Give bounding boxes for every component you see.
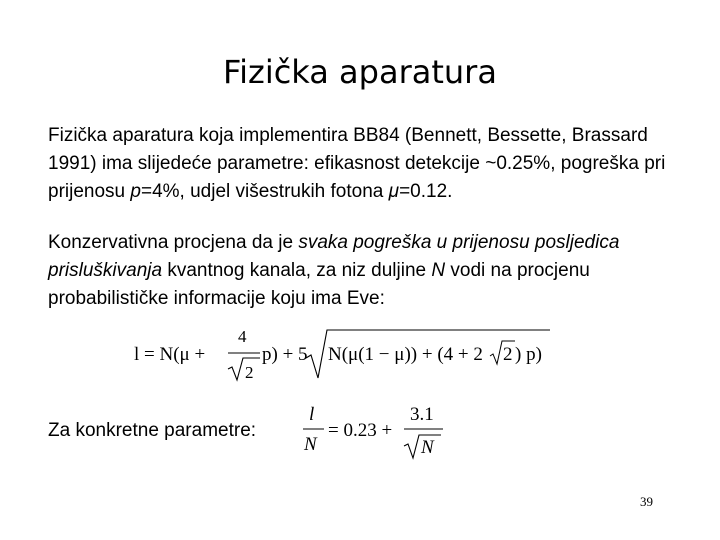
formula1-radicand-b: ) p) (515, 344, 542, 365)
formula1-inner-sqrt: 2 (503, 344, 513, 365)
formula1-frac-den: 2 (245, 363, 254, 382)
formula2-frac2-num: 3.1 (410, 404, 434, 425)
paragraph-estimate (48, 229, 688, 313)
mu-symbol: μ (388, 181, 400, 202)
page-number: 39 (640, 494, 653, 509)
formula1-radicand-a: N(μ(1 − μ)) + (4 + 2 (328, 344, 483, 365)
formula1-lhs: l = N(μ + (134, 344, 206, 365)
params-label: Za konkretne parametre: (48, 420, 257, 441)
n-symbol: N (431, 260, 446, 281)
formula2-mid: = 0.23 + (328, 420, 393, 441)
paragraph-estimate-text-2: kvantnog kanala, za niz duljine (162, 260, 432, 281)
paragraph-estimate-emphasis: svaka pogreška u prijenosu posljedica prisluškivanja (48, 232, 620, 281)
eve-information-formula (132, 322, 556, 384)
p-symbol: p (130, 181, 141, 202)
paragraph-estimate-text-1: Konzervativna procjena da je (48, 232, 299, 253)
paragraph-estimate-text-3: vodi na procjenu probabilističke informacije koju ima Eve: (48, 260, 590, 309)
paragraph-parameters (48, 122, 688, 206)
formula1-sqrt-small-icon (228, 358, 260, 380)
formula2-frac-den: N (304, 434, 317, 455)
paragraph-parameters-text-3: =0.12. (399, 181, 453, 202)
formula1-after-frac: p) + 5 (262, 344, 308, 365)
formula1-frac-num: 4 (238, 327, 247, 346)
concrete-parameters-formula (300, 402, 446, 464)
formula2-frac-num: l (309, 404, 315, 425)
paragraph-parameters-text-2: =4%, udjel višestrukih fotona (140, 181, 389, 202)
slide-title: Fizička aparatura (223, 53, 497, 91)
formula2-frac2-den: N (421, 437, 434, 458)
paragraph-parameters-text-1: Fizička aparatura koja implementira BB84 (Bennett, Bessette, Brassard 1991) ima slijedeće parametre: efikasnost detekcije ~0.25%, pogreška pri prijenosu (48, 125, 666, 202)
